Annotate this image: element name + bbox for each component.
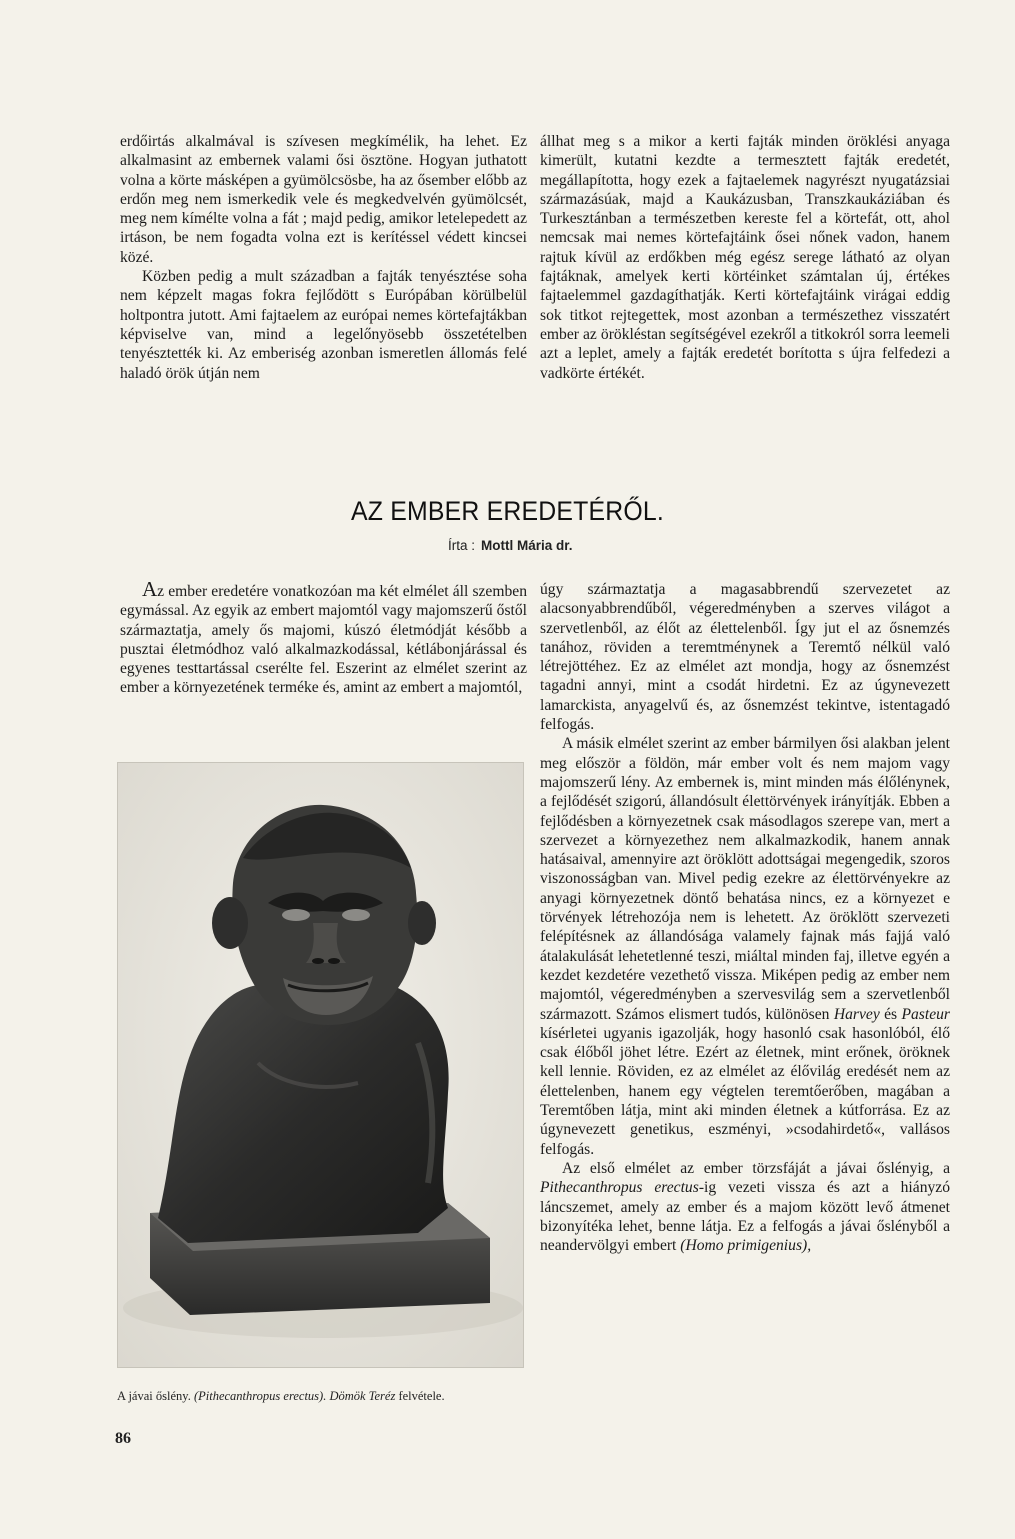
paragraph: Közben pedig a mult században a fajták tenyésztése soha nem képzelt magas fokra fejlődött s Európában körülbelül holtpontra jutott. Ami fajtaelem az európai nemes körtefajtákban képviselve van, mind a legelőnyösebb összetételben tenyésztették ki. Az emberiség azonban ismeretlen állomás felé haladó örök útján nem [120, 268, 527, 382]
author-name: Mottl Mária dr. [481, 538, 573, 553]
top-right-column [540, 132, 950, 383]
paragraph-text: z ember eredetére vonatkozóan ma két elmélet áll szemben egymással. Az egyik az embert majomtól vagy majomszerű őstől származtatja, amely ős majomi, kúszó életmódját később a pusztai életmódhoz való alkalmazkodással, kétlábonjárással és egyenes testtartással cserélte fel. Eszerint az elmélet szerint az ember a környezetének terméke és, amint az embert a majomtól, [120, 583, 527, 697]
caption-species: (Pithecanthropus erectus). [193, 1389, 327, 1403]
paragraph-text: és [879, 1005, 902, 1023]
paragraph [120, 577, 527, 698]
article-title: AZ EMBER EREDETÉRŐL. [351, 496, 664, 526]
paragraph: állhat meg s a mikor a kerti fajták minden öröklési anyaga kimerült, kutatni kezdte a termesztett fajták eredetét, megállapította, hogy ezek a fajtaelemek nagyrészt nyugatázsiai származásúak, majd a Kaukázusban, Transzkaukáziában és Turkesztánban a természetben kereste fel a körtefát, ott, ahol nemcsak mai nemes körtefajtáink ősei nőnek vadon, hanem rajtuk kívül az erdőkben még egész serege látható az olyan fajtáknak, amelyek kerti körtéinket számtalan új, értékes fajtaelemmel gazdagíthatják. Kerti körtefajtáink virágai eddig sok titkot rejtegettek, most azonban a természethez visszatért ember az örökléstan segítségével ezekről a titkokról sorra leemeli azt a leplet, amely a fajták eredetét borította s újra felfedezi a vadkörte értékét. [540, 133, 950, 382]
paragraph-text: A másik elmélet szerint az ember bármilyen ősi alakban jelent meg először a földön, már ember volt és nem majom vagy majomszerű lény. Az embernek is, mint minden más élőlénynek, a fejlődését szigorú, állandósult élettörvények irányítják. Ebben a fejlődésben a környezetnek csak másodlagos szerepe van, mert a szervezet a környezethez nem alkalmazkodik, hanem annak hatásaival, amennyire azt öröklött adottságai megengedik, szoros viszonosságban van. Mivel pedig ezekre az élettörvényekre az anyagi környezetnek döntő behatása nincs, ez a környezet e törvények létrehozója nem is lehetett. Az öröklött szervezeti felépítésnek az állandósága valamely fajnak más fajjá való átalakulását lehetetlenné teszi, miáltal minden faj, illetve egyén a kezdet kezdetére vezethető vissza. Miképen pedig az ember nem majomtól, végeredményben a szervesvilág sem a szervetlenből származott. Számos elismert tudós, különösen [540, 735, 950, 1023]
photo-caption [117, 1389, 537, 1404]
paragraph: erdőirtás alkalmával is szívesen megkímélik, ha lehet. Ez alkalmasint az embernek valami ősi ösztöne. Hogyan juthatott volna a körte másképen a gyümölcsösbe, ha az ősember előbb az erdőn meg nem ismerkedik vele és megkedvelvén gyümölcsét, meg nem kímélte volna a fát ; majd pedig, amikor letelepedett az irtáson, be nem fogadta volna ezt is kerítéssel védett kincsei közé. [120, 133, 527, 266]
bottom-right-column [540, 580, 950, 1255]
species-name: Pithecanthropus erectus [540, 1179, 699, 1197]
paragraph [540, 734, 950, 1159]
byline [448, 538, 573, 553]
caption-prefix: A jávai őslény. [117, 1389, 194, 1403]
name-pasteur: Pasteur [901, 1005, 950, 1023]
caption-photographer: Dömök Teréz [326, 1389, 396, 1403]
bust-illustration [118, 763, 523, 1367]
ape-bust-photo [117, 762, 524, 1368]
top-left-column [120, 132, 527, 383]
species-name: (Homo primigenius), [680, 1237, 812, 1255]
paragraph [540, 1159, 950, 1255]
paragraph-text: -ig vezeti vissza és azt a hiányzó láncszemet, amely az ember és a majom között levő átmenet bizonyítéka lehet, benne látja. Ez a felfogás a jávai őslényből a neandervölgyi embert [540, 1179, 950, 1255]
bottom-left-column [120, 577, 527, 698]
page-number: 86 [115, 1430, 131, 1447]
paragraph-text: kísérletei ugyanis igazolják, hogy hasonló csak hasonlóból, élő csak élőből jöhet létre. Ezért az életnek, mint erőnek, öröknek kell lennie. Röviden, ez az elmélet az élővilág eredését nem az élettelenben, hanem egy végtelen teremtőerőben, magában a Teremtőben látja, mint aki minden életnek a kútforrása. Ez az úgynevezett genetikus, eszményi, »csodahirdető«, vallásos felfogás. [540, 1024, 950, 1158]
byline-prefix: Írta : [448, 538, 476, 553]
paragraph-text: Az első elmélet az ember törzsfáját a jávai őslényig, a [562, 1159, 950, 1177]
caption-suffix: felvétele. [395, 1389, 445, 1403]
paragraph: úgy származtatja a magasabbrendű szervezetet az alacsonyabbrendűből, végeredményben a szerves világot a szervetlenből, az élőt az élettelenből. Így jut el az ősnemzés tanához, röviden a teremtménynek a Teremtő nélkül való létrejöttéhez. Ez az elmélet azt mondja, hogy az ősnemzést tagadni annyi, mint a csodát hirdetni. Ez az úgynevezett lamarckista, anyagelvű és, az ősnemzést tekintve, istentagadó felfogás. [540, 581, 950, 734]
name-harvey: Harvey [833, 1005, 880, 1023]
drop-cap: A [142, 577, 158, 601]
